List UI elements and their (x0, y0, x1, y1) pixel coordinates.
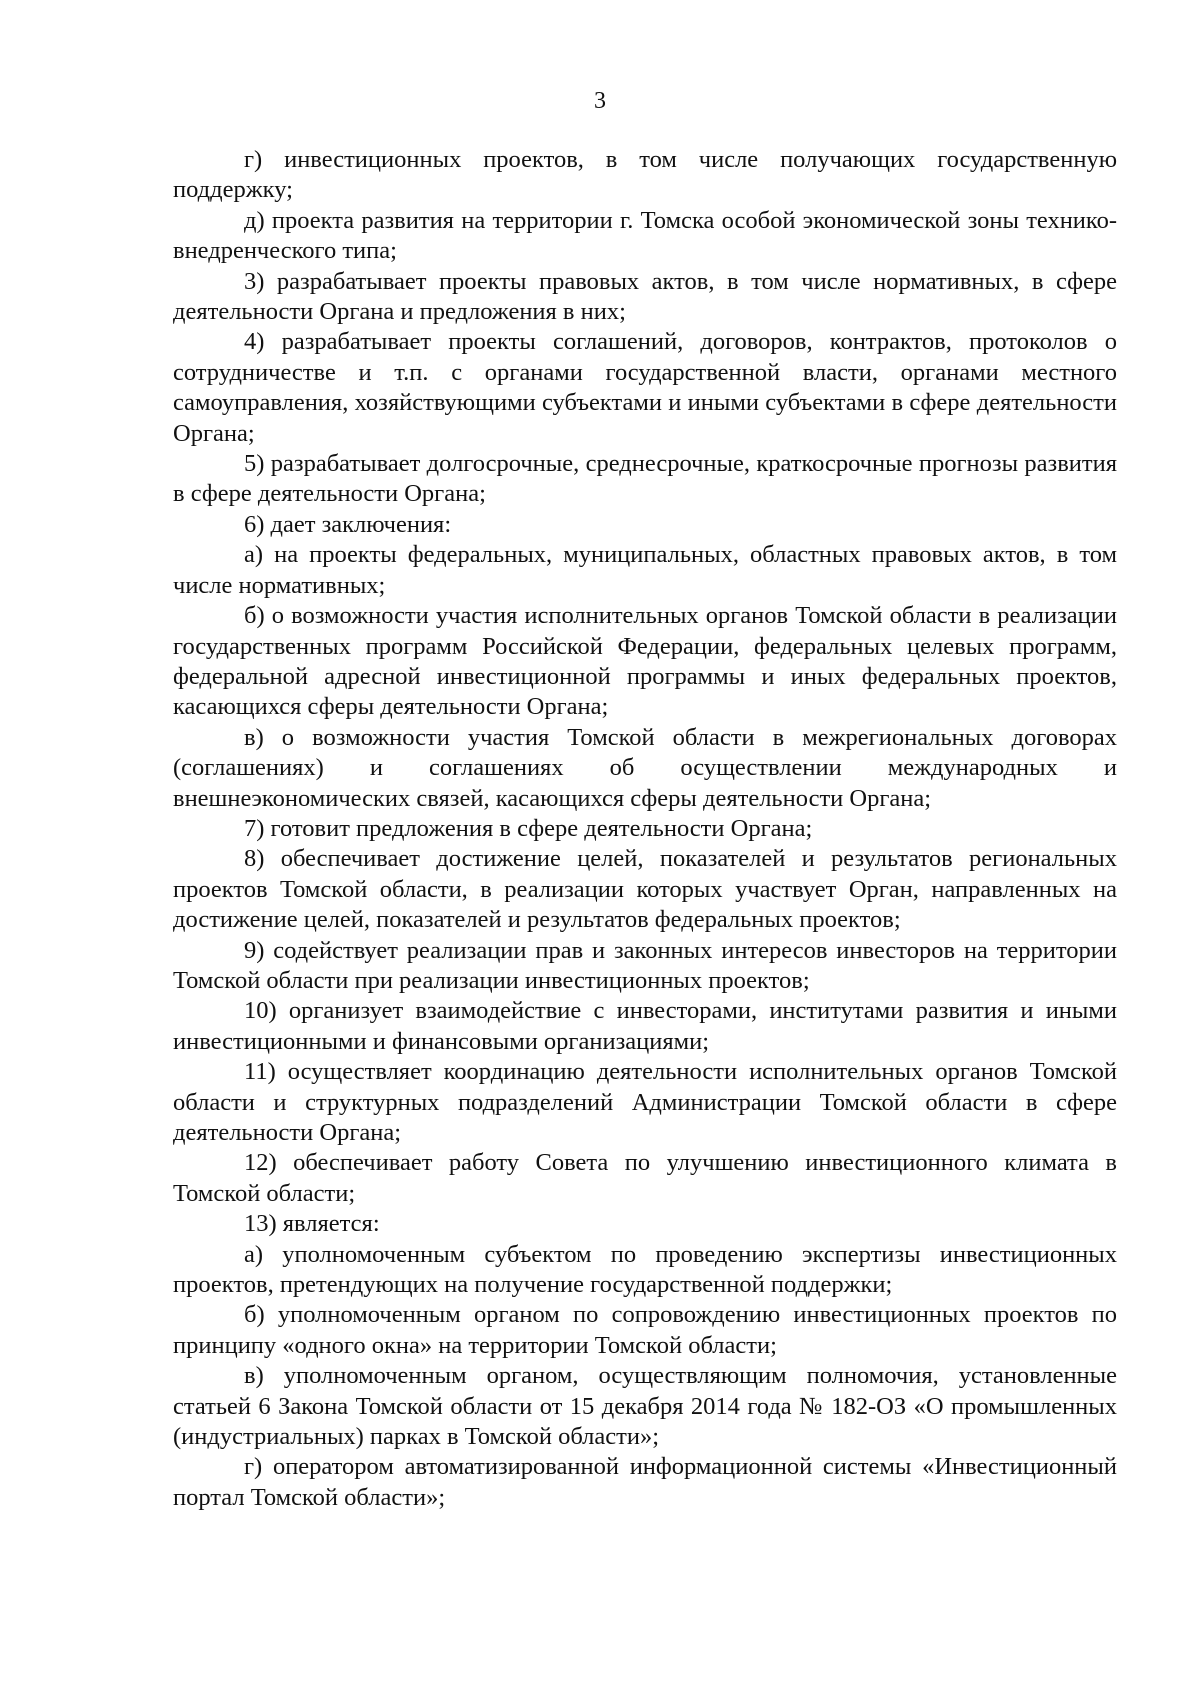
paragraph-4-agreements: 4) разрабатывает проекты соглашений, договоров, контрактов, протоколов о сотрудничестве и т.п. с органами государственной власти, органами местного самоуправления, хозяйствующими субъектами и иными субъектами в сфере деятельности Органа; (173, 328, 1117, 447)
paragraph-13v-industrial-parks: в) уполномоченным органом, осуществляющим полномочия, установленные статьей 6 Закона Томской области от 15 декабря 2014 года № 182-ОЗ «О промышленных (индустриальных) парках в Томской области»; (173, 1362, 1117, 1451)
paragraph-6b-state-programs: б) о возможности участия исполнительных органов Томской области в реализации государственных программ Российской Федерации, федеральных целевых программ, федеральной адресной инвестиционной программы и иных федеральных проектов, касающихся сферы деятельности Органа; (173, 602, 1117, 721)
paragraph-d-special-economic-zone: д) проекта развития на территории г. Томска особой экономической зоны технико-внедренческого типа; (173, 206, 1117, 265)
paragraph-13a-expertise: а) уполномоченным субъектом по проведению экспертизы инвестиционных проектов, претендующих на получение государственной поддержки; (173, 1240, 1117, 1299)
paragraph-6v-interregional-agreements: в) о возможности участия Томской области в межрегиональных договорах (соглашениях) и соглашениях об осуществлении международных и внешнеэкономических связей, касающихся сферы деятельности Органа; (173, 723, 1117, 812)
paragraph-8-regional-projects: 8) обеспечивает достижение целей, показателей и результатов региональных проектов Томской области, в реализации которых участвует Орган, направленных на достижение целей, показателей и результатов федеральных проектов; (173, 845, 1117, 934)
paragraph-9-investor-rights: 9) содействует реализации прав и законных интересов инвесторов на территории Томской области при реализации инвестиционных проектов; (173, 936, 1117, 994)
page-number: 3 (594, 88, 606, 114)
paragraph-10-interaction: 10) организует взаимодействие с инвесторами, институтами развития и иными инвестиционными и финансовыми организациями; (173, 997, 1117, 1055)
paragraph-12-investment-council: 12) обеспечивает работу Совета по улучшению инвестиционного климата в Томской области; (173, 1149, 1117, 1207)
paragraph-6-conclusions: 6) дает заключения: (244, 510, 452, 538)
paragraph-6a-draft-acts: а) на проекты федеральных, муниципальных, областных правовых актов, в том числе нормативных; (173, 541, 1117, 599)
paragraph-7-proposals: 7) готовит предложения в сфере деятельности Органа; (244, 814, 813, 842)
paragraph-13g-investment-portal: г) оператором автоматизированной информационной системы «Инвестиционный портал Томской области»; (173, 1453, 1117, 1511)
paragraph-5-forecasts: 5) разрабатывает долгосрочные, среднесрочные, краткосрочные прогнозы развития в сфере деятельности Органа; (173, 450, 1117, 508)
paragraph-g-investment-projects: г) инвестиционных проектов, в том числе получающих государственную поддержку; (173, 146, 1117, 204)
paragraph-11-coordination: 11) осуществляет координацию деятельности исполнительных органов Томской области и структурных подразделений Администрации Томской области в сфере деятельности Органа; (173, 1058, 1117, 1146)
paragraph-3-legal-acts: 3) разрабатывает проекты правовых актов, в том числе нормативных, в сфере деятельности Органа и предложения в них; (173, 267, 1117, 326)
document-body (173, 145, 1117, 1513)
paragraph-13-is: 13) является: (244, 1210, 380, 1238)
paragraph-13b-one-window: б) уполномоченным органом по сопровождению инвестиционных проектов по принципу «одного окна» на территории Томской области; (173, 1301, 1117, 1359)
